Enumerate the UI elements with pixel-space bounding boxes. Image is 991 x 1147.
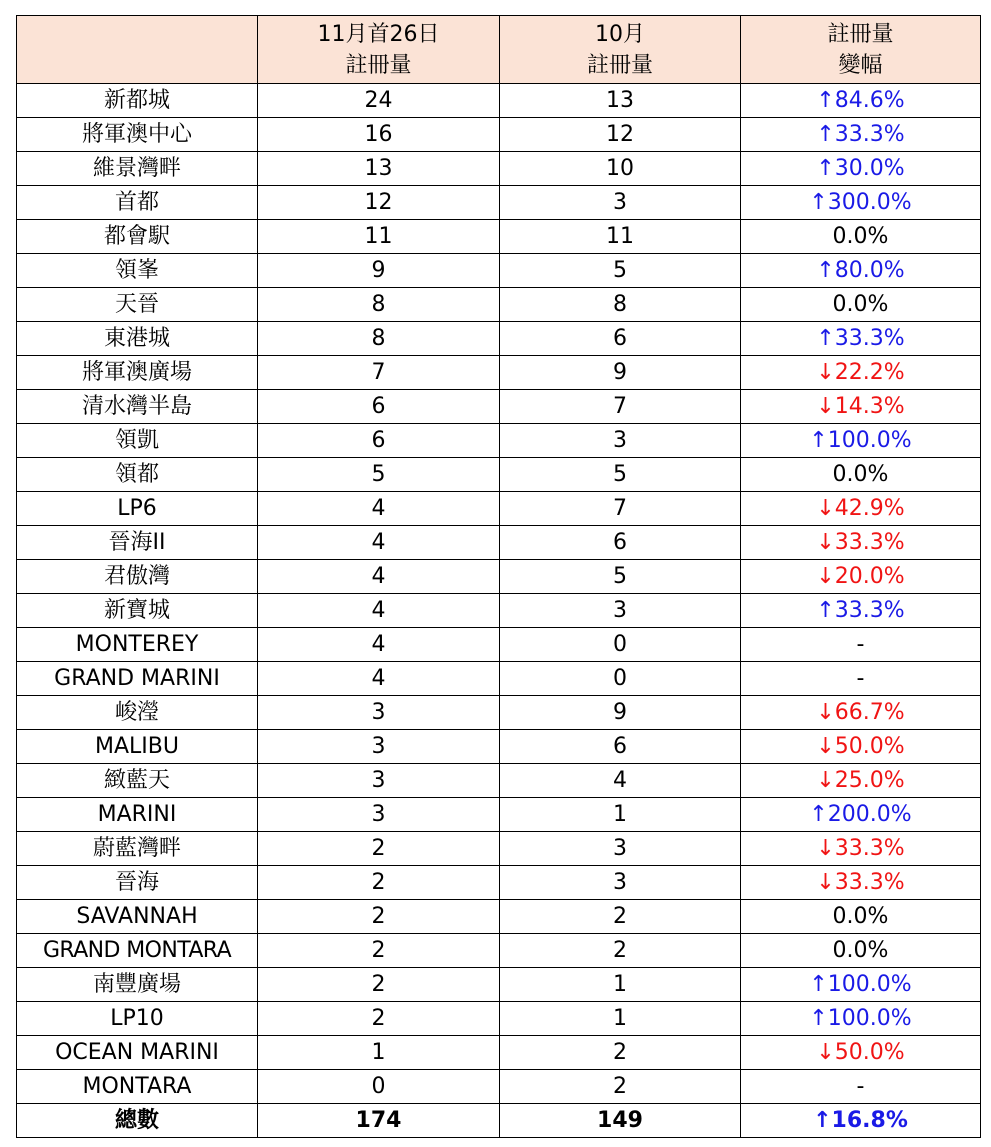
previous-count-cell: 6 [500,526,741,560]
previous-count-cell: 13 [500,84,741,118]
change-cell: 0.0% [741,458,981,492]
table-row [17,968,981,1002]
current-count-cell: 4 [258,526,500,560]
table-row [17,84,981,118]
estate-name-cell: 領都 [17,458,258,492]
estate-name-cell: 都會駅 [17,220,258,254]
change-cell: ↓20.0% [741,560,981,594]
table-row [17,186,981,220]
change-cell: - [741,1070,981,1104]
estate-name-cell: 晉海 [17,866,258,900]
current-count-cell: 4 [258,560,500,594]
current-count-cell: 8 [258,288,500,322]
estate-name-cell: 天晉 [17,288,258,322]
estate-name-cell: 總數 [17,1104,258,1138]
estate-name-cell: 領峯 [17,254,258,288]
estate-name-cell: MONTARA [17,1070,258,1104]
table-row [17,730,981,764]
current-count-cell: 7 [258,356,500,390]
current-count-cell: 1 [258,1036,500,1070]
table-row [17,492,981,526]
table-row [17,798,981,832]
previous-count-cell: 3 [500,186,741,220]
previous-count-cell: 2 [500,934,741,968]
change-cell: ↑33.3% [741,118,981,152]
table-row [17,628,981,662]
estate-name-cell: LP10 [17,1002,258,1036]
previous-count-cell: 3 [500,594,741,628]
header-previous-line1: 10月 [595,21,645,47]
header-estate [17,16,258,84]
table-row [17,390,981,424]
previous-count-cell: 6 [500,730,741,764]
table-row [17,934,981,968]
change-cell: ↑33.3% [741,322,981,356]
change-cell: ↑100.0% [741,424,981,458]
table-row [17,1002,981,1036]
table-row [17,254,981,288]
previous-count-cell: 2 [500,1036,741,1070]
change-cell: ↑33.3% [741,594,981,628]
change-cell: - [741,628,981,662]
header-change-line1: 註冊量 [827,21,894,47]
table-row [17,220,981,254]
current-count-cell: 13 [258,152,500,186]
estate-name-cell: 維景灣畔 [17,152,258,186]
previous-count-cell: 2 [500,1070,741,1104]
header-current-line2: 註冊量 [345,52,412,78]
current-count-cell: 6 [258,424,500,458]
table-row [17,1036,981,1070]
table-row [17,1070,981,1104]
change-cell: ↑100.0% [741,968,981,1002]
estate-name-cell: GRAND MONTARA [17,934,258,968]
header-change [741,16,981,84]
change-cell: ↓22.2% [741,356,981,390]
previous-count-cell: 149 [500,1104,741,1138]
estate-name-cell: 首都 [17,186,258,220]
current-count-cell: 5 [258,458,500,492]
estate-name-cell: MONTEREY [17,628,258,662]
previous-count-cell: 5 [500,560,741,594]
change-cell: ↓66.7% [741,696,981,730]
current-count-cell: 12 [258,186,500,220]
previous-count-cell: 3 [500,866,741,900]
table-row [17,322,981,356]
previous-count-cell: 2 [500,900,741,934]
change-cell: 0.0% [741,288,981,322]
estate-name-cell: 南豐廣場 [17,968,258,1002]
estate-name-cell: 晉海II [17,526,258,560]
change-cell: ↑16.8% [741,1104,981,1138]
registration-table [16,15,981,1138]
change-cell: ↑200.0% [741,798,981,832]
estate-name-cell: MARINI [17,798,258,832]
estate-name-cell: 新都城 [17,84,258,118]
current-count-cell: 3 [258,730,500,764]
registration-table-container [16,15,981,1138]
change-cell: ↑30.0% [741,152,981,186]
current-count-cell: 9 [258,254,500,288]
header-row [17,16,981,84]
current-count-cell: 3 [258,798,500,832]
estate-name-cell: 新寶城 [17,594,258,628]
current-count-cell: 174 [258,1104,500,1138]
change-cell: ↓50.0% [741,1036,981,1070]
current-count-cell: 8 [258,322,500,356]
previous-count-cell: 0 [500,662,741,696]
previous-count-cell: 11 [500,220,741,254]
change-cell: ↓25.0% [741,764,981,798]
table-row [17,594,981,628]
change-cell: ↓33.3% [741,832,981,866]
change-cell: ↑300.0% [741,186,981,220]
table-row [17,458,981,492]
change-cell: 0.0% [741,220,981,254]
table-row [17,118,981,152]
current-count-cell: 4 [258,662,500,696]
table-row [17,526,981,560]
table-row [17,866,981,900]
table-row [17,424,981,458]
change-cell: ↑80.0% [741,254,981,288]
header-current-line1: 11月首26日 [317,21,440,47]
previous-count-cell: 4 [500,764,741,798]
previous-count-cell: 3 [500,424,741,458]
previous-count-cell: 5 [500,254,741,288]
current-count-cell: 2 [258,968,500,1002]
current-count-cell: 6 [258,390,500,424]
current-count-cell: 16 [258,118,500,152]
estate-name-cell: MALIBU [17,730,258,764]
previous-count-cell: 7 [500,390,741,424]
current-count-cell: 2 [258,866,500,900]
estate-name-cell: 君傲灣 [17,560,258,594]
header-previous-line2: 註冊量 [586,52,653,78]
change-cell: 0.0% [741,900,981,934]
change-cell: ↑84.6% [741,84,981,118]
previous-count-cell: 12 [500,118,741,152]
estate-name-cell: SAVANNAH [17,900,258,934]
table-row [17,662,981,696]
current-count-cell: 4 [258,628,500,662]
estate-name-cell: 將軍澳廣場 [17,356,258,390]
previous-count-cell: 1 [500,1002,741,1036]
table-body [17,84,981,1138]
estate-name-cell: 清水灣半島 [17,390,258,424]
current-count-cell: 11 [258,220,500,254]
current-count-cell: 2 [258,832,500,866]
previous-count-cell: 6 [500,322,741,356]
table-row [17,764,981,798]
estate-name-cell: 峻瀅 [17,696,258,730]
current-count-cell: 4 [258,492,500,526]
previous-count-cell: 9 [500,696,741,730]
header-change-line2: 變幅 [838,52,883,78]
previous-count-cell: 1 [500,968,741,1002]
table-row [17,832,981,866]
estate-name-cell: 蔚藍灣畔 [17,832,258,866]
change-cell: - [741,662,981,696]
current-count-cell: 3 [258,696,500,730]
table-row [17,356,981,390]
estate-name-cell: GRAND MARINI [17,662,258,696]
current-count-cell: 0 [258,1070,500,1104]
change-cell: ↓14.3% [741,390,981,424]
previous-count-cell: 5 [500,458,741,492]
table-row [17,696,981,730]
table-row [17,900,981,934]
estate-name-cell: 緻藍天 [17,764,258,798]
estate-name-cell: OCEAN MARINI [17,1036,258,1070]
change-cell: ↓33.3% [741,526,981,560]
current-count-cell: 2 [258,900,500,934]
estate-name-cell: 領凱 [17,424,258,458]
current-count-cell: 2 [258,934,500,968]
estate-name-cell: 東港城 [17,322,258,356]
previous-count-cell: 7 [500,492,741,526]
table-row [17,152,981,186]
current-count-cell: 4 [258,594,500,628]
estate-name-cell: LP6 [17,492,258,526]
change-cell: ↓42.9% [741,492,981,526]
table-row [17,560,981,594]
previous-count-cell: 0 [500,628,741,662]
table-row [17,288,981,322]
estate-name-cell: 將軍澳中心 [17,118,258,152]
current-count-cell: 24 [258,84,500,118]
change-cell: ↑100.0% [741,1002,981,1036]
change-cell: ↓33.3% [741,866,981,900]
previous-count-cell: 3 [500,832,741,866]
current-count-cell: 2 [258,1002,500,1036]
header-current-month [258,16,500,84]
previous-count-cell: 8 [500,288,741,322]
current-count-cell: 3 [258,764,500,798]
previous-count-cell: 9 [500,356,741,390]
change-cell: 0.0% [741,934,981,968]
previous-count-cell: 10 [500,152,741,186]
previous-count-cell: 1 [500,798,741,832]
total-row [17,1104,981,1138]
change-cell: ↓50.0% [741,730,981,764]
header-previous-month [500,16,741,84]
